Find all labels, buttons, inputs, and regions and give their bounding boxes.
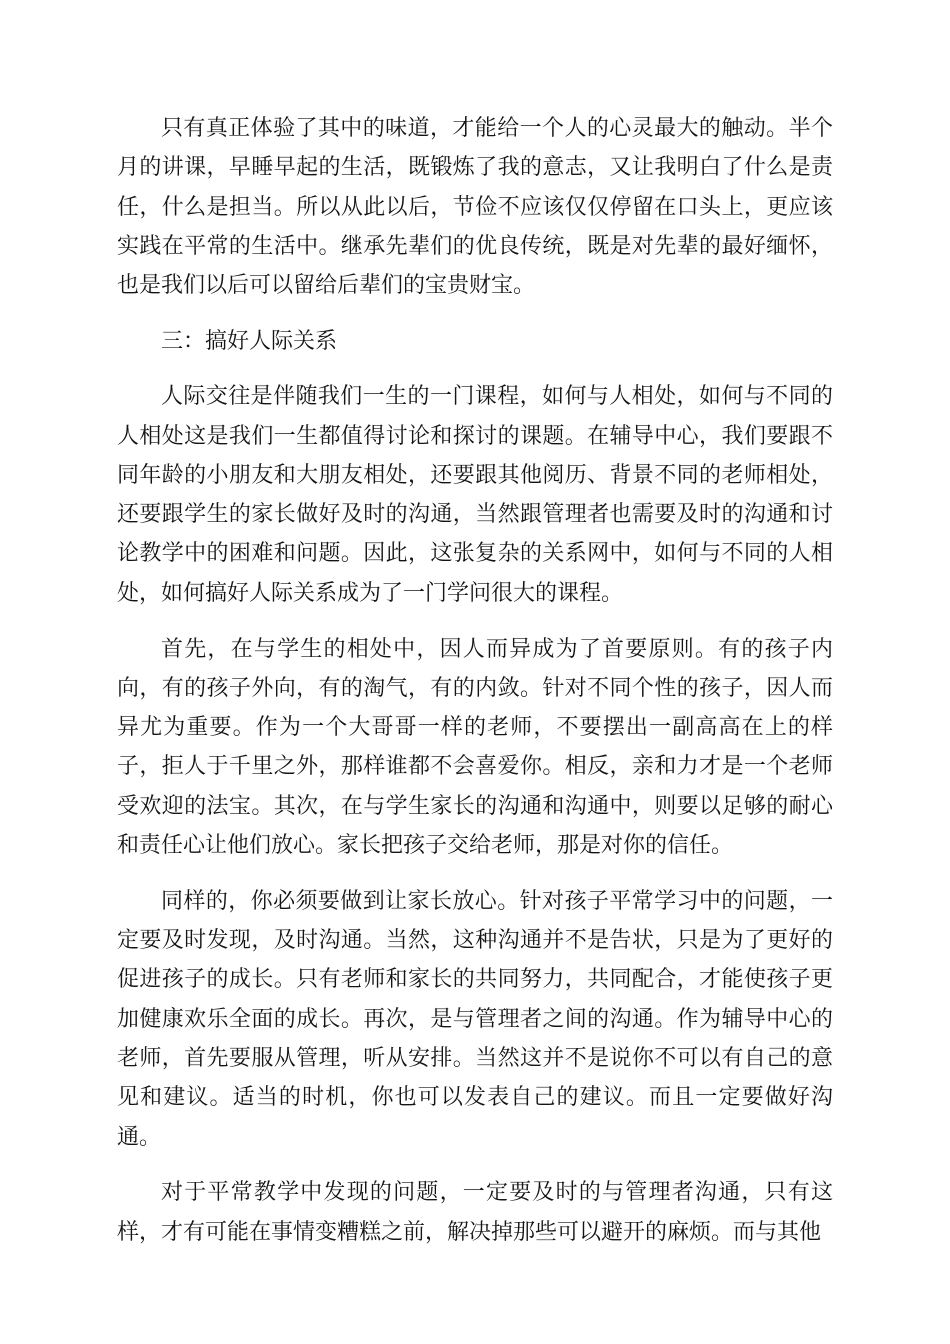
document-body [117, 109, 833, 1269]
paragraph-parents-managers: 同样的，你必须要做到让家长放心。针对孩子平常学习中的问题，一定要及时发现，及时沟通。当然，这种沟通并不是告状，只是为了更好的促进孩子的成长。只有老师和家长的共同努力，共同配合，才能使孩子更加健康欢乐全面的成长。再次，是与管理者之间的沟通。作为辅导中心的老师，首先要服从管理，听从安排。当然这并不是说你不可以有自己的意见和建议。适当的时机，你也可以发表自己的建议。而且一定要做好沟通。 [117, 888, 833, 1150]
paragraph-students: 首先，在与学生的相处中，因人而异成为了首要原则。有的孩子内向，有的孩子外向，有的淘气，有的内敛。针对不同个性的孩子，因人而异尤为重要。作为一个大哥哥一样的老师，不要摆出一副高高在上的样子，拒人于千里之外，那样谁都不会喜爱你。相反，亲和力才是一个老师受欢迎的法宝。其次，在与学生家长的沟通和沟通中，则要以足够的耐心和责任心让他们放心。家长把孩子交给老师，那是对你的信任。 [117, 636, 833, 859]
paragraph-interpersonal-intro: 人际交往是伴随我们一生的一门课程，如何与人相处，如何与不同的人相处这是我们一生都值得讨论和探讨的课题。在辅导中心，我们要跟不同年龄的小朋友和大朋友相处，还要跟其他阅历、背景不同的老师相处，还要跟学生的家长做好及时的沟通，当然跟管理者也需要及时的沟通和讨论教学中的困难和问题。因此，这张复杂的关系网中，如何与不同的人相处，如何搞好人际关系成为了一门学问很大的课程。 [117, 384, 833, 606]
paragraph-teaching-problems: 对于平常教学中发现的问题，一定要及时的与管理者沟通，只有这样，才有可能在事情变糟糕之前，解决掉那些可以避开的麻烦。而与其他 [117, 1180, 833, 1245]
paragraph-experience: 只有真正体验了其中的味道，才能给一个人的心灵最大的触动。半个月的讲课，早睡早起的生活，既锻炼了我的意志，又让我明白了什么是责任，什么是担当。所以从此以后，节俭不应该仅仅停留在口头上，更应该实践在平常的生活中。继承先辈们的优良传统，既是对先辈的最好缅怀，也是我们以后可以留给后辈们的宝贵财宝。 [117, 116, 833, 299]
section-heading-interpersonal: 三：搞好人际关系 [161, 328, 338, 354]
